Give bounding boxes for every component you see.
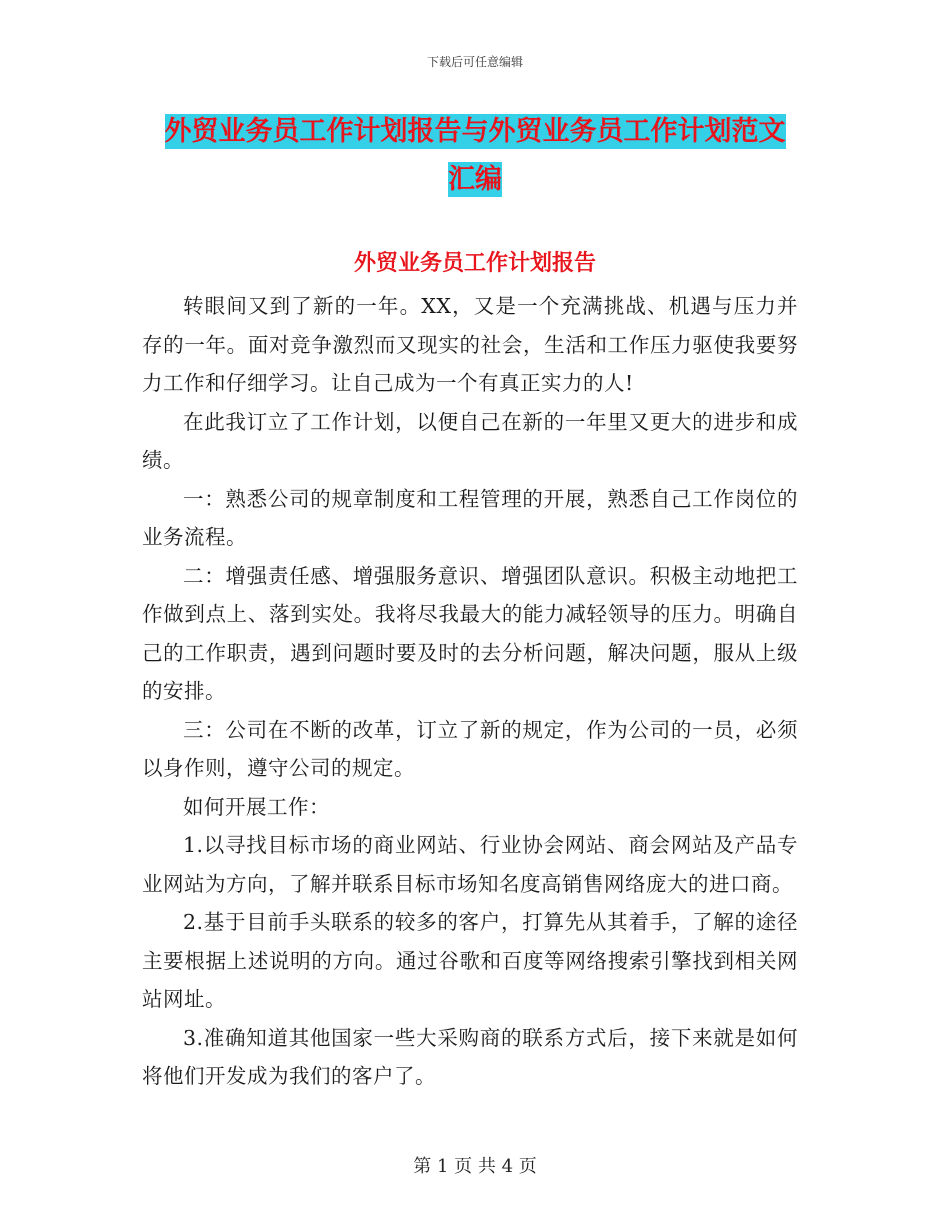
document-body (142, 287, 798, 1096)
document-title-line1: 外贸业务员工作计划报告与外贸业务员工作计划范文 (164, 116, 786, 147)
document-title (140, 108, 810, 204)
paragraph-3: 一：熟悉公司的规章制度和工程管理的开展，熟悉自己工作岗位的业务流程。 (142, 486, 798, 549)
paragraph-9: 3.准确知道其他国家一些大采购商的联系方式后，接下来就是如何将他们开发成为我们的客户了。 (142, 1025, 798, 1088)
paragraph-1: 转眼间又到了新的一年。XX，又是一个充满挑战、机遇与压力并存的一年。面对竞争激烈而又现实的社会，生活和工作压力驱使我要努力工作和仔细学习。让自己成为一个有真正实力的人! (142, 294, 798, 395)
section-title: 外贸业务员工作计划报告 (353, 251, 596, 276)
paragraph-5: 三：公司在不断的改革，订立了新的规定，作为公司的一员，必须以身作则，遵守公司的规定。 (142, 717, 798, 780)
paragraph-2: 在此我订立了工作计划，以便自己在新的一年里又更大的进步和成绩。 (142, 409, 798, 472)
paragraph-8: 2.基于目前手头联系的较多的客户，打算先从其着手，了解的途径主要根据上述说明的方向。通过谷歌和百度等网络搜索引擎找到相关网站网址。 (142, 910, 798, 1011)
page-footer: 第 1 页 共 4 页 (413, 1156, 537, 1177)
document-title-line2: 汇编 (448, 164, 502, 195)
paragraph-7: 1.以寻找目标市场的商业网站、行业协会网站、商会网站及产品专业网站为方向，了解并联系目标市场知名度高销售网络庞大的进口商。 (142, 833, 798, 896)
paragraph-4: 二：增强责任感、增强服务意识、增强团队意识。积极主动地把工作做到点上、落到实处。我将尽我最大的能力减轻领导的压力。明确自己的工作职责，遇到问题时要及时的去分析问题，解决问题，服从上级的安排。 (142, 563, 798, 703)
paragraph-6: 如何开展工作： (183, 794, 330, 819)
header-note: 下载后可任意编辑 (426, 55, 523, 69)
